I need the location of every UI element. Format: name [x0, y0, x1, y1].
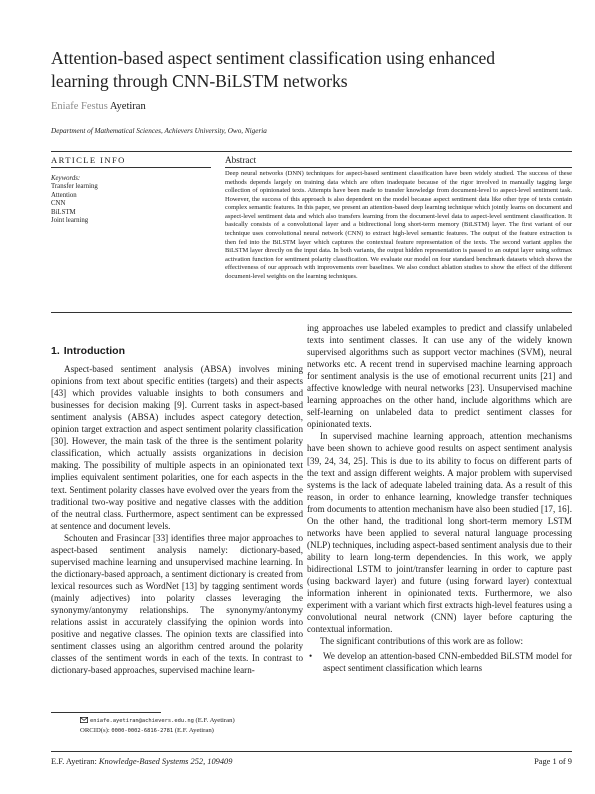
abstract-bottom-rule: [51, 312, 572, 313]
email-suffix: (E.F. Ayetiran): [193, 717, 235, 724]
contribution-bullet: [307, 650, 572, 674]
right-column: [307, 322, 572, 674]
keyword-item: Transfer learning: [51, 183, 98, 190]
intro-paragraph: The significant contributions of this work are as follow:: [320, 636, 524, 647]
author-last-name: Ayetiran: [107, 101, 146, 112]
top-rule: [51, 151, 572, 152]
keywords-list: [51, 183, 98, 226]
page-number: Page 1 of 9: [534, 757, 572, 766]
orcid-label: ORCID(s):: [80, 727, 112, 734]
paper-title: Attention-based aspect sentiment classification using enhanced learning through CNN-BiLSTM networks: [51, 48, 496, 91]
footnote-orcid-line: [80, 726, 235, 736]
intro-paragraph: Schouten and Frasincar [33] identifies three major approaches to aspect-based sentiment analysis namely: dictionary-based, supervised machine learning and unsupervised machine learning. In the dictionary-based approach, a sentiment dictionary is created from lexical resources such as WordNet [13] by tagging sentiment words (mainly adjectives) into polarity classes leveraging the synonymy/antonymy relationships. The synonymy/antonymy relations assist in accurately classifying the opinion words into positive and negative classes. The opinion texts are classified into sentiment classes using an algorithm centred around the polarity classes of the sentiment words in each of the texts. In contrast to dictionary-based approaches, supervised machine learn-: [51, 532, 303, 676]
article-info-rule: [51, 167, 211, 168]
keyword-item: BiLSTM: [51, 208, 76, 216]
keyword-item: CNN: [51, 200, 66, 208]
keyword-item: Attention: [51, 191, 77, 199]
footnote-rule: [51, 712, 161, 713]
section-heading: [51, 345, 303, 357]
orcid-suffix: (E.F. Ayetiran): [173, 727, 214, 734]
bullet-text: We develop an attention-based CNN-embedded BiLSTM model for aspect sentiment classification which learns: [323, 651, 572, 674]
envelope-icon: [80, 717, 88, 723]
abstract-heading: Abstract: [225, 155, 257, 165]
section-title: Introduction: [63, 345, 126, 357]
footer-journal: Knowledge-Based Systems 252, 109409: [98, 757, 233, 766]
footnote: [80, 716, 235, 736]
left-column: [51, 345, 303, 676]
footnote-email-line: [80, 716, 235, 726]
bullet-dot: •: [309, 651, 313, 662]
abstract-text: Deep neural networks (DNN) techniques for aspect-based sentiment classification have been widely studied. The success of these methods depends largely on training data which are often inadequate because of the rigor involved in manually tagging large collection of opinionated texts. Attempts have been made to transfer knowledge from document-level to aspect-level sentiment task. However, the success of this approach is also dependent on the model because aspect sentiment data like other type of texts contain complex semantic features. In this paper, we present an attention-based deep learning technique which jointly learns on document and aspect-level sentiment data and which also transfers learning from the document-level data to aspect-level sentiment classification. It basically consists of a convolutional layer and a bidirectional long short-term memory (BiLSTM) layer. The first variant of our technique uses convolutional neural network (CNN) to extract high-level semantic features. The output of the feature extraction is then fed into the BiLSTM layer which captures the contextual feature representation of the texts. The second variant applies the BiLSTM layer directly on the input data. In both variants, the output hidden representation is passed to an output layer using softmax activation function for sentiment polarity classification. We evaluate our model on four standard benchmark datasets which shows the effectiveness of our approach with improvements over baselines. We also conduct ablation studies to show the effect of the different document-level weights on the learning techniques.: [225, 170, 572, 280]
author-line: [51, 101, 146, 112]
intro-paragraph: Aspect-based sentiment analysis (ABSA) involves mining opinions from text about specific entities (targets) and their aspects [43] which provides valuable insights to both consumers and businesses for decision making [9]. Current tasks in aspect-based sentiment analysis (ABSA) includes aspect category detection, opinion target extraction and aspect sentiment polarity classification [30]. However, the main task of the three is the sentiment polarity classification, which actually assists organizations in decision making. The possibility of multiple aspects in an opinionated text implies equivalent sentiment polarities, one for each aspects in the text. Sentiment polarity classes have evolved over the years from the traditional two-way positive and negative classes with the addition of the neutral class. Furthermore, aspect sentiment can be expressed at sentence and document levels.: [51, 364, 303, 531]
footer-rule: [51, 751, 572, 752]
keywords-label: Keywords:: [51, 175, 81, 182]
footer-author: E.F. Ayetiran:: [51, 757, 99, 766]
orcid-id[interactable]: 0000-0002-6816-2781: [111, 728, 174, 734]
section-number: 1.: [51, 345, 60, 357]
intro-paragraph: In supervised machine learning approach, attention mechanisms have been shown to achieve good results on aspect sentiment analysis [39, 24, 34, 25]. This is due to its ability to focus on different parts of the text and assign different weights. A major problem with supervised systems is the lack of adequate labeled training data. As a result of this reason, in order to enhance learning, knowledge transfer techniques from documents to attention mechanism have also been studied [17, 16]. On the other hand, the traditional long short-term memory LSTM networks have been applied to several natural language processing (NLP) techniques, including aspect-based sentiment analysis due to their ability to learn long-term dependencies. In this work, we apply bidirectional LSTM to joint/transfer learning in order to capture past (using backward layer) and future (using forward layer) contextual information inherent in opinionated texts. Furthermore, we also experiment with a variant which first extracts high-level features using a convolutional neural network (CNN) layer before capturing the contextual information.: [307, 431, 572, 635]
abstract-rule: [225, 167, 572, 168]
footer-citation: [51, 757, 232, 766]
article-info-heading: ARTICLE INFO: [51, 155, 126, 165]
keyword-item: Joint learning: [51, 217, 89, 225]
author-first-name: Eniafe Festus: [51, 101, 108, 112]
affiliation: Department of Mathematical Sciences, Achievers University, Owo, Nigeria: [51, 127, 267, 135]
intro-paragraph: ing approaches use labeled examples to predict and classify unlabeled texts into sentiment classes. It can use any of the widely known supervised algorithms such as support vector machines (SVM), neural networks etc. A recent trend in supervised machine learning approach for sentiment analysis is the use of emotional recurrent units [21] and affective knowledge with neural networks [23]. Unsupervised machine learning approaches on the other hand, include algorithms which are self-learning on unlabeled data to predict sentiment classes for opinionated texts.: [307, 323, 572, 430]
author-email[interactable]: eniafe.ayetiran@achievers.edu.ng: [90, 718, 194, 724]
